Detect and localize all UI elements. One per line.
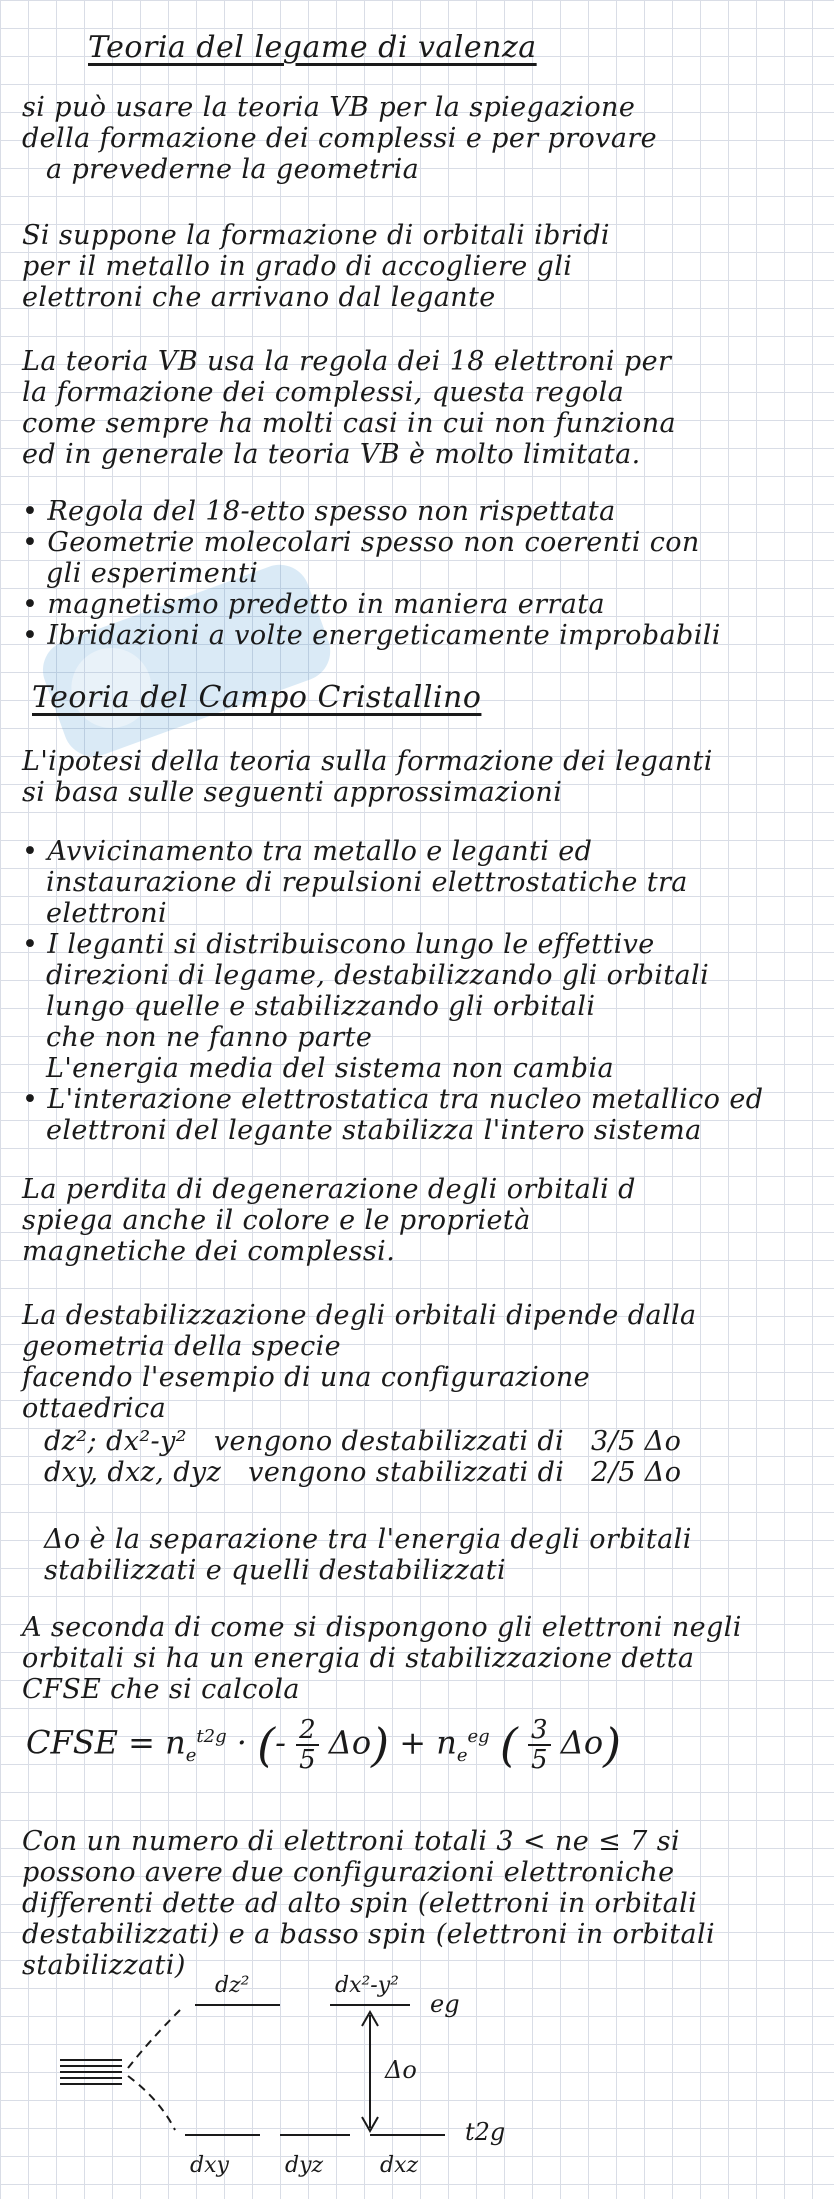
text-line: spiega anche il colore e le proprietà [22,1205,531,1236]
text-line: per il metallo in grado di accogliere gli [22,251,573,282]
list-item-continuation: gli esperimenti [46,558,259,589]
label-t2g: t2g [465,2118,506,2146]
paragraph-cfse [22,1612,812,1705]
orbital-amount: 3/5 Δo [591,1426,682,1457]
crystal-field-splitting-diagram [40,1960,800,2190]
text-line: La teoria VB usa la regola dei 18 elettroni per [22,346,672,377]
title-crystal-field: Teoria del Campo Cristallino [32,680,482,715]
formula-n2-sub: e [456,1745,468,1767]
orbital-verb: vengono stabilizzati di [248,1457,565,1488]
cft-approximations-list [22,836,812,1146]
text-line: la formazione dei complessi, questa regola [22,377,625,408]
list-item: • Geometrie molecolari spesso non coerenti con [22,527,812,558]
fraction-denominator: 5 [299,1745,316,1776]
text-line: differenti dette ad alto spin (elettroni in orbitali [22,1888,698,1919]
list-item-continuation: direzioni di legame, destabilizzando gli orbitali [46,960,710,991]
text-line: Si suppone la formazione di orbitali ibridi [22,220,610,251]
formula-n1-sup: t2g [196,1726,227,1747]
text-line: elettroni che arrivano dal legante [22,282,496,313]
paren-open: ( [499,1718,518,1773]
label-delta: Δo [385,2056,417,2084]
text-line: CFSE che si calcola [22,1674,300,1705]
text-line: L'ipotesi della teoria sulla formazione dei leganti [22,746,713,777]
list-item: • Regola del 18-etto spesso non rispettata [22,496,812,527]
text-line: stabilizzati e quelli destabilizzati [44,1555,506,1586]
orbital-row-destabilized [44,1426,834,1457]
orbital-amount: 2/5 Δo [591,1457,682,1488]
label-dxy: dxy [190,2153,229,2178]
text-line: La destabilizzazione degli orbitali dipende dalla [22,1300,697,1331]
split-line-up [128,2010,180,2068]
label-dz2: dz² [215,1973,250,1998]
list-item-continuation: elettroni del legante stabilizza l'intero sistema [46,1115,702,1146]
list-item: • Ibridazioni a volte energeticamente improbabili [22,620,812,651]
formula-n2: n [436,1723,457,1762]
formula-n1-sub: e [185,1745,197,1767]
split-line-down [128,2076,175,2130]
fraction-numerator: 3 [528,1716,551,1746]
text-line: Δo è la separazione tra l'energia degli orbitali [44,1524,692,1555]
label-dx2-y2: dx²-y² [335,1973,399,1998]
formula-dot: · [236,1723,247,1762]
text-line: si può usare la teoria VB per la spiegazione [22,92,636,123]
text-line: come sempre ha molti casi in cui non funziona [22,408,676,439]
text-line: ed in generale la teoria VB è molto limitata. [22,439,641,470]
text-line: geometria della specie [22,1331,342,1362]
label-dyz: dyz [285,2153,324,2178]
text-line: a prevederne la geometria [46,154,420,185]
orbital-verb: vengono destabilizzati di [213,1426,565,1457]
vb-limitations-list [22,496,812,651]
orbital-names: dz²; dx²-y² [44,1426,187,1457]
orbital-row-stabilized [44,1457,834,1488]
formula-plus: + [399,1723,427,1762]
cfse-formula [26,1715,621,1778]
text-line: Con un numero di elettroni totali 3 < ne ≤ 7 si [22,1826,680,1857]
label-eg: eg [430,1990,460,2018]
text-line: ottaedrica [22,1393,167,1424]
label-dxz: dxz [380,2153,419,2178]
formula-minus: - [275,1723,286,1762]
text-line: stabilizzati) [22,1950,186,1981]
text-line: della formazione dei complessi e per provare [22,123,658,154]
text-line: A seconda di come si dispongono gli elettroni negli [22,1612,742,1643]
text-line: possono avere due configurazioni elettroniche [22,1857,675,1888]
paren-close: ) [371,1718,390,1773]
fraction-numerator: 2 [296,1716,319,1746]
text-line: facendo l'esempio di una configurazione [22,1362,591,1393]
paragraph-delta-definition [44,1524,834,1586]
text-line: La perdita di degenerazione degli orbitali d [22,1174,636,1205]
text-line: destabilizzati) e a basso spin (elettroni in orbitali [22,1919,716,1950]
list-item-continuation: elettroni [46,898,168,929]
paragraph-18-electron-rule [22,346,812,470]
list-item: • I leganti si distribuiscono lungo le effettive [22,929,812,960]
text-line: orbitali si ha un energia di stabilizzazione detta [22,1643,695,1674]
paragraph-cft-hypothesis [22,746,812,808]
paren-open: ( [257,1718,276,1773]
formula-delta: Δo [328,1723,372,1762]
degenerate-levels [60,2060,122,2084]
text-line: magnetiche dei complessi. [22,1236,396,1267]
paragraph-hybrid-orbitals [22,220,812,313]
title-valence-bond: Teoria del legame di valenza [88,30,537,65]
orbital-splitting-list [44,1426,834,1488]
paragraph-spin-configurations [22,1826,812,1981]
formula-n2-sup: eg [467,1726,490,1747]
list-item-continuation: L'energia media del sistema non cambia [46,1053,614,1084]
list-item-continuation: instaurazione di repulsioni elettrostatiche tra [46,867,688,898]
list-item-continuation: lungo quelle e stabilizzando gli orbitali [46,991,596,1022]
orbital-names: dxy, dxz, dyz [44,1457,222,1488]
list-item: • Avvicinamento tra metallo e leganti ed [22,836,812,867]
formula-lhs: CFSE = [26,1723,155,1762]
fraction-three-fifths [528,1716,551,1774]
list-item: • magnetismo predetto in maniera errata [22,589,812,620]
paragraph-degeneracy [22,1174,812,1267]
paragraph-vb-intro [22,92,812,185]
formula-n1: n [165,1723,186,1762]
paren-close: ) [603,1718,622,1773]
fraction-two-fifths [296,1716,319,1774]
list-item-continuation: che non ne fanno parte [46,1022,373,1053]
paragraph-destabilization [22,1300,812,1424]
list-item: • L'interazione elettrostatica tra nucleo metallico ed [22,1084,812,1115]
text-line: si basa sulle seguenti approssimazioni [22,777,563,808]
fraction-denominator: 5 [531,1745,548,1776]
formula-delta: Δo [560,1723,604,1762]
